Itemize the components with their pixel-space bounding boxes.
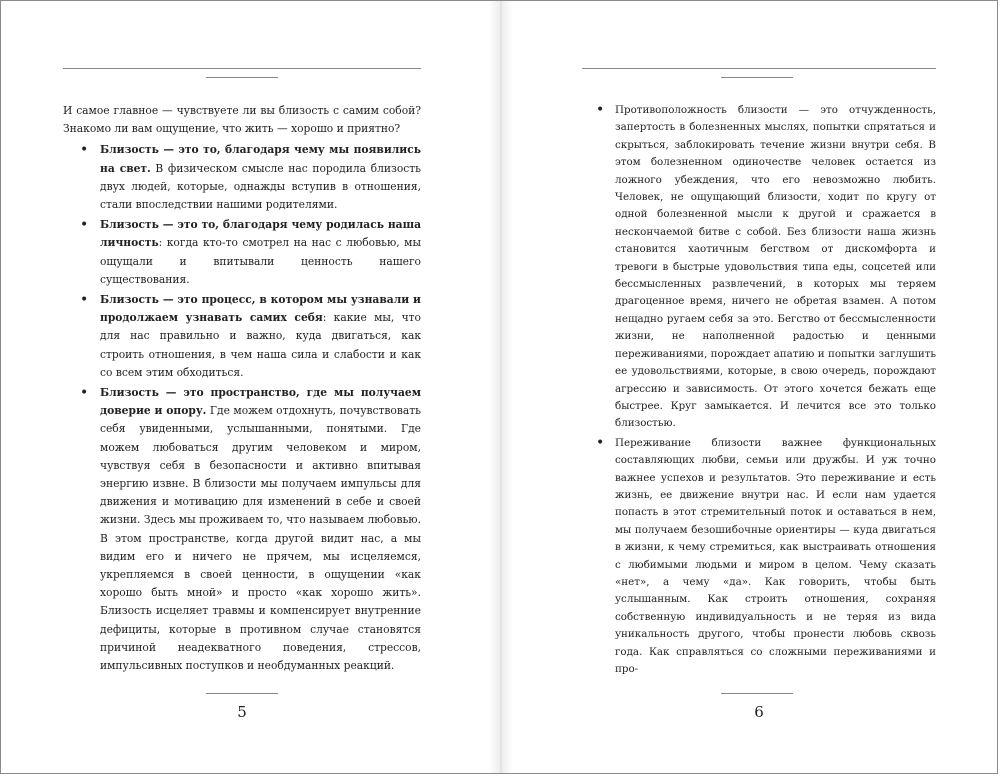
list-item (63, 384, 421, 675)
header-rule (63, 68, 421, 69)
bullet-bold-lead: Близость — это то, благодаря чему мы появились на свет. (100, 143, 421, 175)
bullet-text: : какие мы, что для нас правильно и важно, куда двигаться, как строить отношения, в чем наша сила и слабости и как со всем этим обходиться. (100, 311, 421, 379)
bullet-text: Где можем отдохнуть, почувствовать себя увиденными, услышанными, понятыми. Где можем любоваться другим человеком и миром, чувствуя себя в безопасности и активно впитывая энергию извне. В близости мы получаем импульсы для движения и мотивацию для изменений в себе и своей жизни. Здесь мы проживаем то, что называем любовью. В этом пространстве, когда другой видит нас, а мы видим его и ничего не прячем, мы исцеляемся, укрепляемся в своей ценности, в ощущении «как хорошо быть мной» и просто «как хорошо жить». Близость исцеляет травмы и компенсирует внутренние дефициты, которые в противном случае становятся причиной неадекватного поведения, стрессов, импульсивных поступков и необдуманных реакций. (100, 404, 421, 673)
bullet-bold-lead: Близость — это процесс, в котором мы узнавали и продолжаем узнавать самих себя (100, 293, 421, 325)
list-item (63, 291, 421, 382)
book-gutter (489, 1, 513, 773)
page-number: 6 (754, 703, 764, 721)
footer-rule (721, 693, 793, 694)
list-item (63, 141, 421, 214)
header-rule (582, 68, 936, 69)
intro-paragraph: И самое главное — чувствуете ли вы близость с самим собой? Знакомо ли вам ощущение, что жить — хорошо и приятно? (63, 104, 421, 136)
bullet-text: : когда кто-то смотрел на нас с любовью, мы ощущали и впитывали ценность нашего существования. (100, 236, 421, 286)
bullet-bold-lead: Близость — это то, благодаря чему родилась наша личность (100, 218, 421, 250)
left-page (63, 1, 421, 773)
footer-rule (206, 693, 278, 694)
page-number: 5 (237, 703, 247, 721)
right-page-text (582, 102, 936, 680)
right-bullet-list (582, 102, 936, 678)
right-page (582, 1, 936, 773)
header-short-rule (721, 77, 793, 78)
bullet-text: В физическом смысле нас породила близость двух людей, которые, однажды вступив в отношения, стали впоследствии нашими родителями. (100, 161, 421, 212)
list-item: • Противоположность близости — это отчужденность, запертость в болезненных мыслях, попытки спрятаться и скрыться, заблокировать течение жизни внутри себя. В этом болезненном одиночестве человек остается из ложного убеждения, что его невозможно любить. Человек, не ощущающий близости, ходит по кругу от одной болезненной мысли к другой и сражается в нескончаемой битве с собой. Без близости наша жизнь становится хаотичным бегством от дискомфорта и тревоги в быстрые удовольствия типа еды, соцсетей или бессмысленных развлечений, в которых мы теряем драгоценное время, ничего не обретая взамен. А потом нещадно ругаем себя за это. Бегство от бессмысленности жизни, не наполненной радостью и ценными переживаниями, порождает апатию и попытки заглушить ее удовольствиями, которые, в свою очередь, порождают агрессию и зависимость. От этого хочется бежать еще быстрее. Круг замыкается. И лечится все это только близостью. (582, 102, 936, 433)
list-item (63, 216, 421, 289)
left-page-text (63, 102, 421, 677)
bullet-bold-lead: Близость — это пространство, где мы получаем доверие и опору. (100, 386, 421, 418)
left-bullet-list (63, 141, 421, 675)
header-short-rule (206, 77, 278, 78)
list-item: • Переживание близости важнее функциональных составляющих любви, семьи или дружбы. И уж точно важнее успехов и результатов. Это переживание и есть жизнь, ее движение внутри нас. И если нам удается попасть в этот стремительный поток и оставаться в нем, мы получаем безошибочные ориентиры — куда двигаться в жизни, к чему стремиться, как выстраивать отношения с любимыми людьми и миром в целом. Чему сказать «нет», а чему «да». Как говорить, чтобы быть услышанным. Как строить отношения, сохраняя собственную индивидуальность и не теряя из вида уникальность другого, чтобы пронести любовь сквозь года. Как справляться со сложными переживаниями и про- (582, 435, 936, 679)
